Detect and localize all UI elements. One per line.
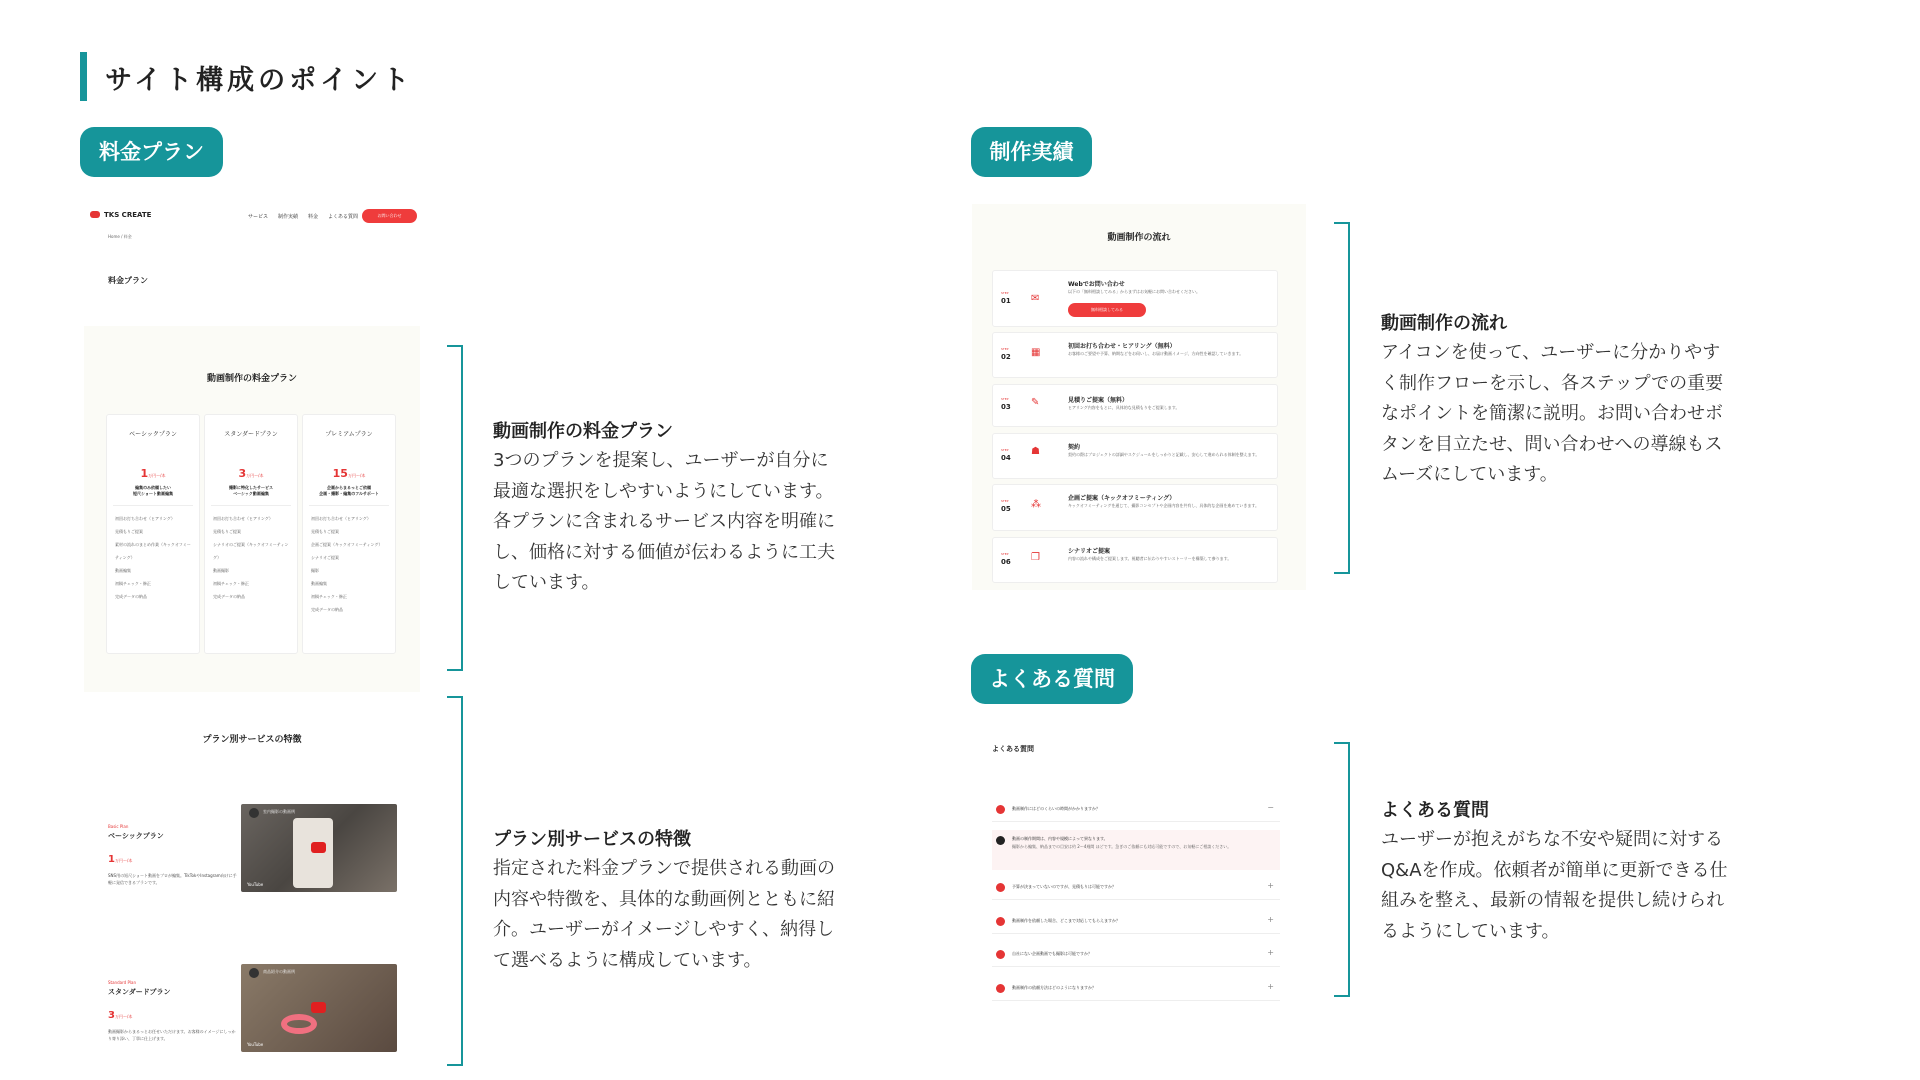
expand-icon[interactable]: + [1267, 915, 1274, 924]
pricing-bracket [447, 345, 463, 671]
faq-answer-lead: 動画の制作期間は、内容や規模によって異なります。 [1012, 836, 1108, 841]
expand-icon[interactable]: + [1267, 881, 1274, 890]
faq-question: 動画制作を依頼した場合、どこまで対応してもらえますか？ [1012, 918, 1120, 923]
video-thumbnail-subject [281, 1014, 317, 1034]
step-text: 契約の際はプロジェクトの詳細やスケジュールをしっかりと記載し、安心して進められる体制を整えます。 [1068, 452, 1260, 457]
flow-bracket [1334, 222, 1350, 574]
faq-screenshot [972, 730, 1306, 1010]
estimate-icon: ✎ [1031, 397, 1040, 408]
features-desc-line: 介。ユーザーがイメージしやすく、納得し [493, 919, 835, 940]
plan-feature: 見積もりご提案 [213, 529, 241, 534]
plan-name: ベーシックプラン [129, 431, 177, 438]
step-label: STEP [1001, 448, 1009, 452]
step-number: 05 [1001, 505, 1011, 513]
feature-item-basic [108, 824, 238, 886]
step-label: STEP [1001, 291, 1009, 295]
plan-feature: シナリオのご提案（キックオフミーティング） [213, 542, 289, 560]
step-title: Webでお問い合わせ [1068, 281, 1125, 288]
faq-question: 動画制作の依頼方法はどのようになりますか？ [1012, 985, 1096, 990]
faq-question: 予算が決まっていないのですが、見積もりは可能ですか？ [1012, 884, 1116, 889]
plan-card-standard[interactable] [204, 414, 298, 654]
nav-link-faq[interactable]: よくある質問 [328, 214, 359, 220]
pricing-desc-line: し、価格に対する価値が伝わるように工夫 [493, 541, 835, 563]
flow-desc-line: ムーズにしています。 [1381, 464, 1558, 485]
collapse-icon[interactable]: − [1267, 803, 1274, 812]
nav-link-pricing[interactable]: 料金 [308, 214, 319, 220]
feature-price-unit: 万円〜/本 [114, 858, 133, 863]
expand-icon[interactable]: + [1267, 982, 1274, 991]
faq-answer [992, 830, 1280, 870]
pricing-page-header-screenshot [84, 200, 424, 320]
mail-icon: ✉ [1031, 293, 1040, 304]
plan-feature: 見積もりご提案 [311, 529, 339, 534]
plan-desc: 編集のみ依頼したい 短尺ショート動画編集 [133, 485, 173, 496]
expand-icon[interactable]: + [1267, 948, 1274, 957]
features-card-title: プラン別サービスの特徴 [202, 735, 302, 745]
pricing-badge: 料金プラン [80, 127, 223, 177]
step-text: キックオフミーティングを通じて、撮影コンセプトや企画内容を共有し、具体的な企画を進めていきます。 [1068, 503, 1259, 508]
faq-desc-line: るようにしています。 [1381, 920, 1560, 942]
step-number: 02 [1001, 353, 1011, 361]
feature-price-unit: 万円〜/本 [114, 1014, 133, 1019]
features-desc-line: 内容や特徴を、具体的な動画例とともに紹 [493, 888, 835, 910]
pricing-desc-line: しています。 [493, 572, 600, 593]
meeting-icon: ▦ [1031, 347, 1041, 358]
step-title: 契約 [1068, 444, 1081, 451]
watch-on-youtube[interactable]: YouTube [247, 1042, 264, 1047]
step-label: STEP [1001, 397, 1009, 401]
step-label: STEP [1001, 552, 1009, 556]
plan-feature: 初回お打ち合わせ（ヒアリング） [115, 516, 175, 521]
flow-step-01 [992, 270, 1278, 327]
plan-feature: 初稿チェック・修正 [115, 581, 151, 586]
faq-bracket [1334, 742, 1350, 997]
play-icon[interactable] [311, 842, 326, 853]
flow-desc-line: アイコンを使って、ユーザーに分かりやす [1381, 342, 1721, 363]
video-title: 商品紹介の動画例 [263, 969, 295, 974]
feature-name: スタンダードプラン [108, 988, 171, 996]
step-number: 01 [1001, 297, 1011, 305]
question-icon [996, 984, 1005, 993]
video-title: 室内撮影の動画例 [263, 809, 295, 814]
question-icon [996, 950, 1005, 959]
step-label: STEP [1001, 499, 1009, 503]
step-number: 04 [1001, 454, 1011, 462]
faq-answer-text: 撮影から編集、納品までの目安は約 2〜4週間 ほどです。急ぎのご依頼にも対応可能ですので、お気軽にご相談ください。 [1012, 844, 1232, 849]
page-title: サイト構成のポイント [105, 65, 414, 96]
pricing-desc-line: 最適な選択をしやすいようにしています。 [493, 480, 834, 502]
feature-price: 1 [108, 854, 115, 865]
step-text: 内容の流れや構成をご提案します。視聴者に伝わりやすいストーリーを構築して参ります。 [1068, 556, 1232, 561]
pricing-desc-line: 3つのプランを提案し、ユーザーが自分に [493, 450, 829, 471]
flow-desc-heading: 動画制作の流れ [1381, 313, 1507, 334]
pricing-page-heading: 料金プラン [108, 276, 148, 285]
plan-price-unit: 万円〜/本 [246, 473, 264, 478]
plan-feature: 動画撮影 [213, 568, 229, 573]
faq-question: 自社にない企画動画でも撮影は可能ですか？ [1012, 951, 1092, 956]
flow-description [1381, 310, 1781, 491]
plan-feature: 完成データの納品 [115, 594, 147, 599]
feature-name: ベーシックプラン [108, 832, 164, 840]
plan-card-basic[interactable] [106, 414, 200, 654]
contact-cta-button[interactable]: お問い合わせ [362, 209, 417, 223]
plan-feature: 撮影 [311, 568, 319, 573]
feature-tag: Basic Plan [108, 824, 129, 829]
step-text: お客様のご要望や予算、納期などをお伺いし、お届け動画イメージ、方向性を確認していきます。 [1068, 351, 1244, 356]
faq-badge: よくある質問 [971, 654, 1133, 704]
answer-icon [996, 836, 1005, 845]
faq-desc-line: 組みを整え、最新の情報を提供し続けられ [1381, 890, 1725, 911]
flow-card-title: 動画制作の流れ [1107, 233, 1171, 243]
plan-feature: 完成データの納品 [213, 594, 245, 599]
plan-feature: シナリオご提案 [311, 555, 339, 560]
plan-features-screenshot [84, 712, 420, 1064]
faq-item[interactable] [992, 979, 1280, 1001]
nav-link-services[interactable]: サービス [248, 214, 269, 220]
step-number: 03 [1001, 403, 1011, 411]
question-icon [996, 917, 1005, 926]
play-icon[interactable] [311, 1002, 326, 1013]
flow-step-06 [992, 537, 1278, 583]
step-title: 企画ご提案（キックオフミーティング） [1068, 495, 1176, 502]
features-desc-line: 指定された料金プランで提供される動画の [493, 858, 835, 879]
breadcrumb[interactable]: Home / 料金 [108, 234, 132, 239]
features-bracket [447, 696, 463, 1066]
step-title: 見積りご提案（無料） [1068, 397, 1129, 404]
faq-desc-heading: よくある質問 [1381, 800, 1489, 821]
pricing-desc-heading: 動画制作の料金プラン [493, 421, 673, 442]
flow-step-02 [992, 332, 1278, 378]
flow-desc-line: タンを目立たせ、問い合わせへの導線もス [1381, 433, 1723, 455]
feature-desc: 動画撮影からまるっとお任せいただけます。お客様のイメージにしっかり寄り添い、丁寧に仕上げます。 [108, 1029, 236, 1041]
title-accent-bar [80, 52, 87, 101]
step-title: シナリオご提案 [1068, 548, 1110, 555]
site-logo[interactable]: TKS CREATE [104, 211, 152, 219]
step-text: 以下の「無料相談してみる」からまずはお気軽にお問い合わせください。 [1068, 289, 1200, 294]
faq-item[interactable] [992, 800, 1280, 822]
team-icon: ⁂ [1031, 499, 1041, 510]
plan-price-unit: 万円〜/本 [347, 473, 366, 478]
pricing-description [493, 418, 893, 599]
features-description [493, 826, 893, 976]
plan-feature: 初回お打ち合わせ（ヒアリング） [311, 516, 371, 521]
feature-desc: SNS用の短尺ショート動画をプロが編集。TikTokやInstagram向けに手軽に発信できるプランです。 [108, 873, 237, 885]
step-text: ヒアリング内容をもとに、具体的な見積もりをご提案します。 [1068, 405, 1180, 410]
features-desc-heading: プラン別サービスの特徴 [493, 829, 691, 850]
plan-price: 1 [140, 467, 149, 480]
plan-feature: 見積もりご提案 [115, 529, 143, 534]
plan-feature: 初稿チェック・修正 [311, 594, 347, 599]
flow-step-05 [992, 484, 1278, 531]
works-badge: 制作実績 [971, 127, 1092, 177]
plan-desc: 撮影に特化したサービス ベーシック動画編集 [229, 485, 273, 496]
flow-step-03 [992, 384, 1278, 427]
question-icon [996, 883, 1005, 892]
plan-feature: 企画ご提案（キックオフミーティング） [311, 542, 383, 547]
scenario-icon: ❐ [1031, 552, 1040, 563]
plan-name: プレミアムプラン [325, 431, 373, 438]
video-embed-standard[interactable] [241, 964, 397, 1052]
free-consultation-button[interactable]: 無料相談してみる [1068, 303, 1146, 317]
channel-avatar [249, 968, 259, 978]
step-number: 06 [1001, 558, 1011, 566]
plan-feature: 初回お打ち合わせ（ヒアリング） [213, 516, 273, 521]
faq-description [1381, 797, 1781, 947]
logo-icon [90, 211, 100, 218]
plan-desc: 企画からまるっとご依頼 企画・撮影・編集のフルサポート [319, 485, 379, 496]
plan-name: スタンダードプラン [224, 431, 278, 438]
step-title: 初回お打ち合わせ・ヒアリング（無料） [1068, 343, 1176, 350]
video-embed-basic[interactable] [241, 804, 397, 892]
plan-feature: 完成データの納品 [311, 607, 343, 612]
faq-item[interactable] [992, 945, 1280, 967]
plan-feature: 初稿チェック・修正 [213, 581, 249, 586]
production-flow-screenshot [972, 204, 1306, 590]
pricing-card-title: 動画制作の料金プラン [206, 374, 297, 384]
channel-avatar [249, 808, 259, 818]
faq-desc-line: ユーザーが抱えがちな不安や疑問に対する [1381, 829, 1723, 850]
feature-item-standard [108, 980, 238, 1042]
plan-card-premium[interactable] [302, 414, 396, 654]
plan-price-unit: 万円〜/本 [148, 473, 166, 478]
features-desc-line: て選べるように構成しています。 [493, 949, 762, 971]
pricing-plans-screenshot [84, 326, 420, 692]
plan-feature: 素材の流れのまとめ作業（キックオフミーティング） [115, 542, 191, 560]
feature-tag: Standard Plan [108, 980, 136, 985]
video-thumbnail-subject [293, 818, 333, 888]
nav-link-works[interactable]: 制作実績 [278, 214, 299, 220]
faq-card-title: よくある質問 [992, 745, 1034, 753]
flow-desc-line: く制作フローを示し、各ステップでの重要 [1381, 372, 1724, 394]
question-icon [996, 805, 1005, 814]
step-label: STEP [1001, 347, 1009, 351]
faq-question: 動画制作にはどのくらいの時間がかかりますか？ [1012, 806, 1100, 811]
pricing-desc-line: 各プランに含まれるサービス内容を明確に [493, 511, 835, 532]
feature-price: 3 [108, 1010, 115, 1021]
watch-on-youtube[interactable]: YouTube [247, 882, 264, 887]
flow-desc-line: なポイントを簡潔に説明。お問い合わせボ [1381, 403, 1723, 424]
plan-price: 3 [238, 467, 247, 480]
plan-feature: 動画編集 [311, 581, 327, 586]
faq-desc-line: Q&Aを作成。依頼者が簡単に更新できる仕 [1381, 859, 1728, 881]
plan-feature: 動画編集 [115, 568, 131, 573]
plan-price: 15 [332, 467, 348, 480]
flow-step-04 [992, 433, 1278, 479]
faq-item[interactable] [992, 878, 1280, 900]
handshake-icon: ☗ [1031, 446, 1040, 457]
faq-item[interactable] [992, 912, 1280, 934]
